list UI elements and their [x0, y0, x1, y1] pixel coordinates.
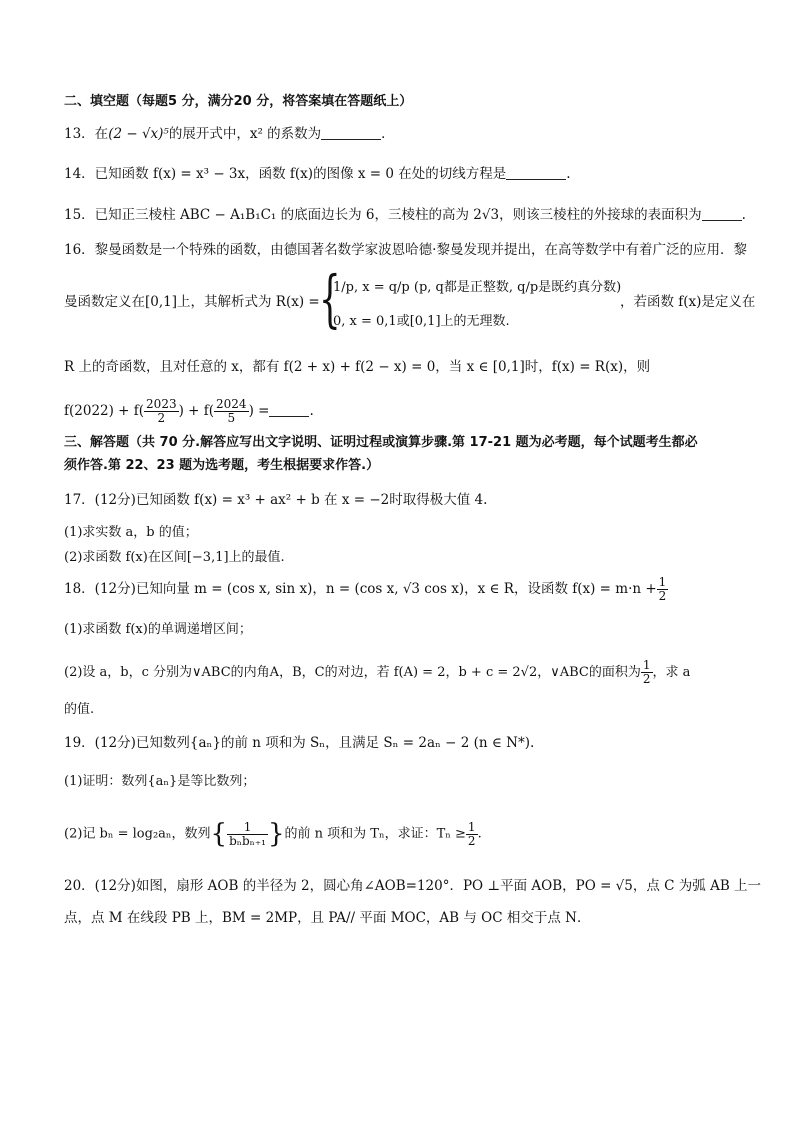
q13-prefix: 13．在	[64, 126, 109, 142]
q16-mid: ) + f(	[178, 403, 215, 419]
q15-answer-blank[interactable]	[702, 206, 742, 221]
section3-title-line2: 须作答.第 22、23 题为选考题，考生根据要求作答.）	[64, 458, 380, 473]
q18-part1: (1)求函数 f(x)的单调递增区间；	[64, 622, 252, 637]
fraction-reciprocal-b: $\frac{1}{\text{bₙbₙ₊₁}}$	[229, 819, 266, 848]
q16-line1: 16．黎曼函数是一个特殊的函数，由德国著名数学家波恩哈德·黎曼发现并提出，在高等数学中有着广泛的应用．黎	[64, 242, 747, 258]
q18-part2-text: (2)设 a，b，c 分别为∨ABC的内角A，B，C的对边，若 f(A) = 2，b + c = 2√2，∨ABC的面积为	[64, 665, 641, 680]
fraction-area-half: $\frac{1}{2}$	[642, 658, 651, 686]
q14-end: .	[566, 166, 571, 182]
q14-text: 14．已知函数 f(x) = x³ − 3x，函数 f(x)的图像 x = 0 在处的切线方程是	[64, 166, 507, 182]
q19-part2-mid: 的前 n 项和为 Tₙ，求证：Tₙ ≥	[284, 826, 466, 842]
section2-title: 二、填空题（每题5 分，满分20 分，将答案填在答题纸上）	[64, 94, 413, 109]
q19-part2-end: .	[477, 826, 482, 842]
q17-part1: (1)求实数 a，b 的值；	[64, 525, 198, 540]
q20-line1: 20．(12分)如图，扇形 AOB 的半径为 2，圆心角∠AOB=120°．PO ⊥平面 AOB，PO = √5，点 C 为弧 AB 上一	[64, 878, 762, 894]
q18-part2	[64, 656, 734, 690]
q19-part2	[64, 812, 734, 857]
section3-title-line1: 三、解答题（共 70 分.解答应写出文字说明、证明过程或演算步骤.第 17-21 题为必考题，每个试题考生都必	[64, 435, 698, 450]
q19-stem: 19．(12分)已知数列{aₙ}的前 n 项和为 Sₙ，且满足 Sₙ = 2aₙ − 2 (n ∈ N*).	[64, 735, 535, 751]
piecewise-case-2: 0, x = 0,1或[0,1]上的无理数.	[333, 314, 510, 329]
q19-part2-text: (2)记 bₙ = log₂aₙ，数列	[64, 826, 211, 842]
q16-equals: ) =	[248, 403, 270, 419]
left-brace-icon: {	[210, 819, 228, 849]
q16-answer-blank[interactable]	[269, 402, 309, 417]
q18-stem-text: 18．(12分)已知向量 m = (cos x, sin x)，n = (cos x, √3 cos x)，x ∈ R，设函数 f(x) = m·n +	[64, 581, 657, 597]
left-brace-icon: {	[319, 262, 341, 335]
riemann-piecewise	[319, 262, 622, 335]
q13-end: ．	[381, 126, 395, 142]
question-13	[64, 124, 734, 144]
q13-expression: (2 − √x)⁵	[108, 126, 169, 142]
q16-line4	[64, 394, 734, 428]
q18-part2-line2: 的值.	[64, 702, 95, 717]
q13-suffix: 的展开式中，x² 的系数为	[168, 126, 322, 142]
q14-answer-blank[interactable]	[506, 165, 566, 180]
q15-end: .	[741, 207, 746, 223]
q17-stem: 17．(12分)已知函数 f(x) = x³ + ax² + b 在 x = −2时取得极大值 4.	[64, 492, 488, 508]
q17-part2: (2)求函数 f(x)在区间[−3,1]上的最值.	[64, 550, 285, 565]
q20-line2: 点，点 M 在线段 PB 上，BM = 2MP，且 PA// 平面 MOC，AB 与 OC 相交于点 N．	[64, 910, 591, 926]
q16-line2-suffix: ，若函数 f(x)是定义在	[620, 294, 756, 310]
fraction-2023-2: $\frac{2023}{2}$	[146, 397, 177, 425]
q16-line3: R 上的奇函数，且对任意的 x，都有 f(2 + x) + f(2 − x) = 0，当 x ∈ [0,1]时，f(x) = R(x)，则	[64, 359, 651, 375]
q13-answer-blank[interactable]	[321, 125, 381, 140]
q16-end: .	[309, 403, 314, 419]
fraction-2024-5: $\frac{2024}{5}$	[216, 397, 247, 425]
fraction-one-half: $\frac{1}{2}$	[658, 575, 667, 603]
question-15	[64, 205, 746, 225]
q16-line2-prefix: 曼函数定义在[0,1]上，其解析式为 R(x) =	[64, 294, 320, 310]
q15-text: 15．已知正三棱柱 ABC − A₁B₁C₁ 的底面边长为 6，三棱柱的高为 2√3，则该三棱柱的外接球的表面积为	[64, 207, 702, 223]
fraction-t-bound: $\frac{1}{2}$	[467, 819, 476, 848]
q16-f2022: f(2022) + f(	[64, 403, 145, 419]
question-14	[64, 164, 734, 184]
piecewise-case-1: 1/p, x = q/p (p, q都是正整数, q/p是既约真分数)	[333, 280, 622, 295]
q18-part2-suffix: ，求 a	[652, 665, 691, 680]
q18-stem	[64, 572, 734, 606]
right-brace-icon: }	[267, 819, 285, 849]
q19-part1: (1)证明：数列{aₙ}是等比数列；	[64, 774, 256, 789]
